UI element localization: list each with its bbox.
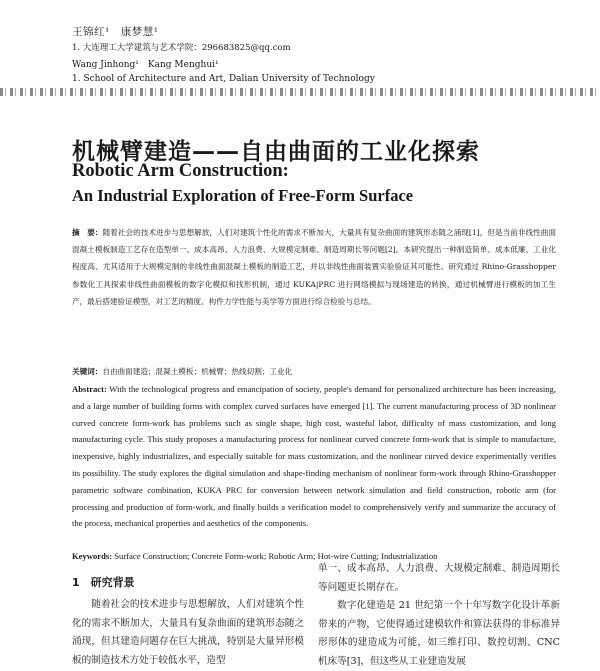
affiliation-en: 1. School of Architecture and Art, Dalian University of Technology bbox=[72, 74, 375, 84]
keywords-en-text: Surface Construction; Concrete Form-work; Robotic Arm; Hot-wire Cutting; Industrialization bbox=[114, 551, 438, 561]
keywords-cn-label: 关键词： bbox=[72, 367, 103, 376]
scan-artifact-band bbox=[0, 88, 600, 96]
keywords-en-label: Keywords: bbox=[72, 551, 113, 561]
title-cn: 机械臂建造——自由曲面的工业化探索 bbox=[72, 139, 480, 165]
abstract-en-text: With the technological progress and emancipation of society, people's demand for personalized architecture has been increasing, and a large number of building forms with complex curved surfaces have emerged [1]. The current manufacturing process of 3D nonlinear curved concrete form-work has problems such as single shape, high cost, wasteful labor, difficulty of mass customization, and long manufacturing cycle. This study proposes a manufacturing process for nonlinear curved concrete form-work that is simple to manufacture, inexpensive, highly industrializes, and especially suitable for mass customization, and the nonlinear curved device experimentally verifies its possibility. The study explores the digital simulation and shape-finding mechanism of nonlinear form-work through Rhino-Grasshopper parametric software combination, KUKA PRC for conversion between network simulation and field construction, robotic arm (for processing and production of form-work, and finally builds a verification model to comprehensively verify and summarize the accuracy of the process, mechanical properties and aesthetics of the components. bbox=[72, 384, 556, 529]
authors-en: Wang Jinhong¹ Kang Menghui¹ bbox=[72, 60, 219, 70]
body-right-para-1: 单一、成本高昂、人力浪费、大规模定制难、制造周期长等问题更长期存在。 bbox=[318, 563, 560, 593]
abstract-cn-label: 摘 要： bbox=[72, 228, 103, 237]
abstract-cn-text: 随着社会的技术进步与思想解放，人们对建筑个性化的需求不断加大，大量具有复杂曲面的建筑形态随之涌现[1]，但是当前非线性曲面混凝土模板制造工艺存在造型单一、成本高昂、人力浪费、大规模定制难、制造周期长等问题[2]。本研究提出一种制造简单、成本低廉、工业化程度高、尤其适用于大规模定制的非线性曲面混凝土模板的制造工艺，并以非线性曲面装置实验验证其可能性。研究通过 Rhino-Grasshopper 参数化工具探索非线性曲面模板的数字化模拟和找形机制，通过 KUKA|PRC 进行网络模拟与现场建造的转换，通过机械臂进行模板的加工生产，最后搭建验证模型，对工艺的精度、构件力学性能与美学等方面进行综合检验与总结。 bbox=[72, 228, 557, 306]
title-en-line1: Robotic Arm Construction: bbox=[72, 161, 289, 181]
title-en-line2: An Industrial Exploration of Free-Form Surface bbox=[72, 186, 414, 205]
affiliation-cn: 1. 大连理工大学建筑与艺术学院：296683825@qq.com bbox=[72, 43, 291, 53]
abstract-en bbox=[72, 381, 556, 532]
body-right-column bbox=[318, 560, 560, 671]
body-left-column: 随着社会的技术进步与思想解放，人们对建筑个性化的需求不断加大，大量具有复杂曲面的建筑形态随之涌现，但其建造问题存在巨大挑战，特别是大量异形模板的制造技术方处于较低水平，造型 bbox=[72, 599, 304, 666]
section-heading: 1 研究背景 bbox=[72, 576, 135, 589]
abstract-en-label: Abstract: bbox=[72, 384, 107, 394]
abstract-cn bbox=[72, 224, 556, 310]
authors-cn: 王锦红¹ 康梦慧¹ bbox=[72, 26, 159, 38]
keywords-cn bbox=[72, 363, 556, 380]
keywords-cn-text: 自由曲面建造；混凝土模板；机械臂；热线切割；工业化 bbox=[102, 367, 293, 376]
body-right-para-2: 数字化建造是 21 世纪第一个十年写数字化设计革新带来的产物，它使得通过建模软件和算法获得的非标准异形形体的建造成为可能，如三维打印、数控切割、CNC 机床等[3]，但这些从工业建造发展 bbox=[318, 600, 560, 667]
